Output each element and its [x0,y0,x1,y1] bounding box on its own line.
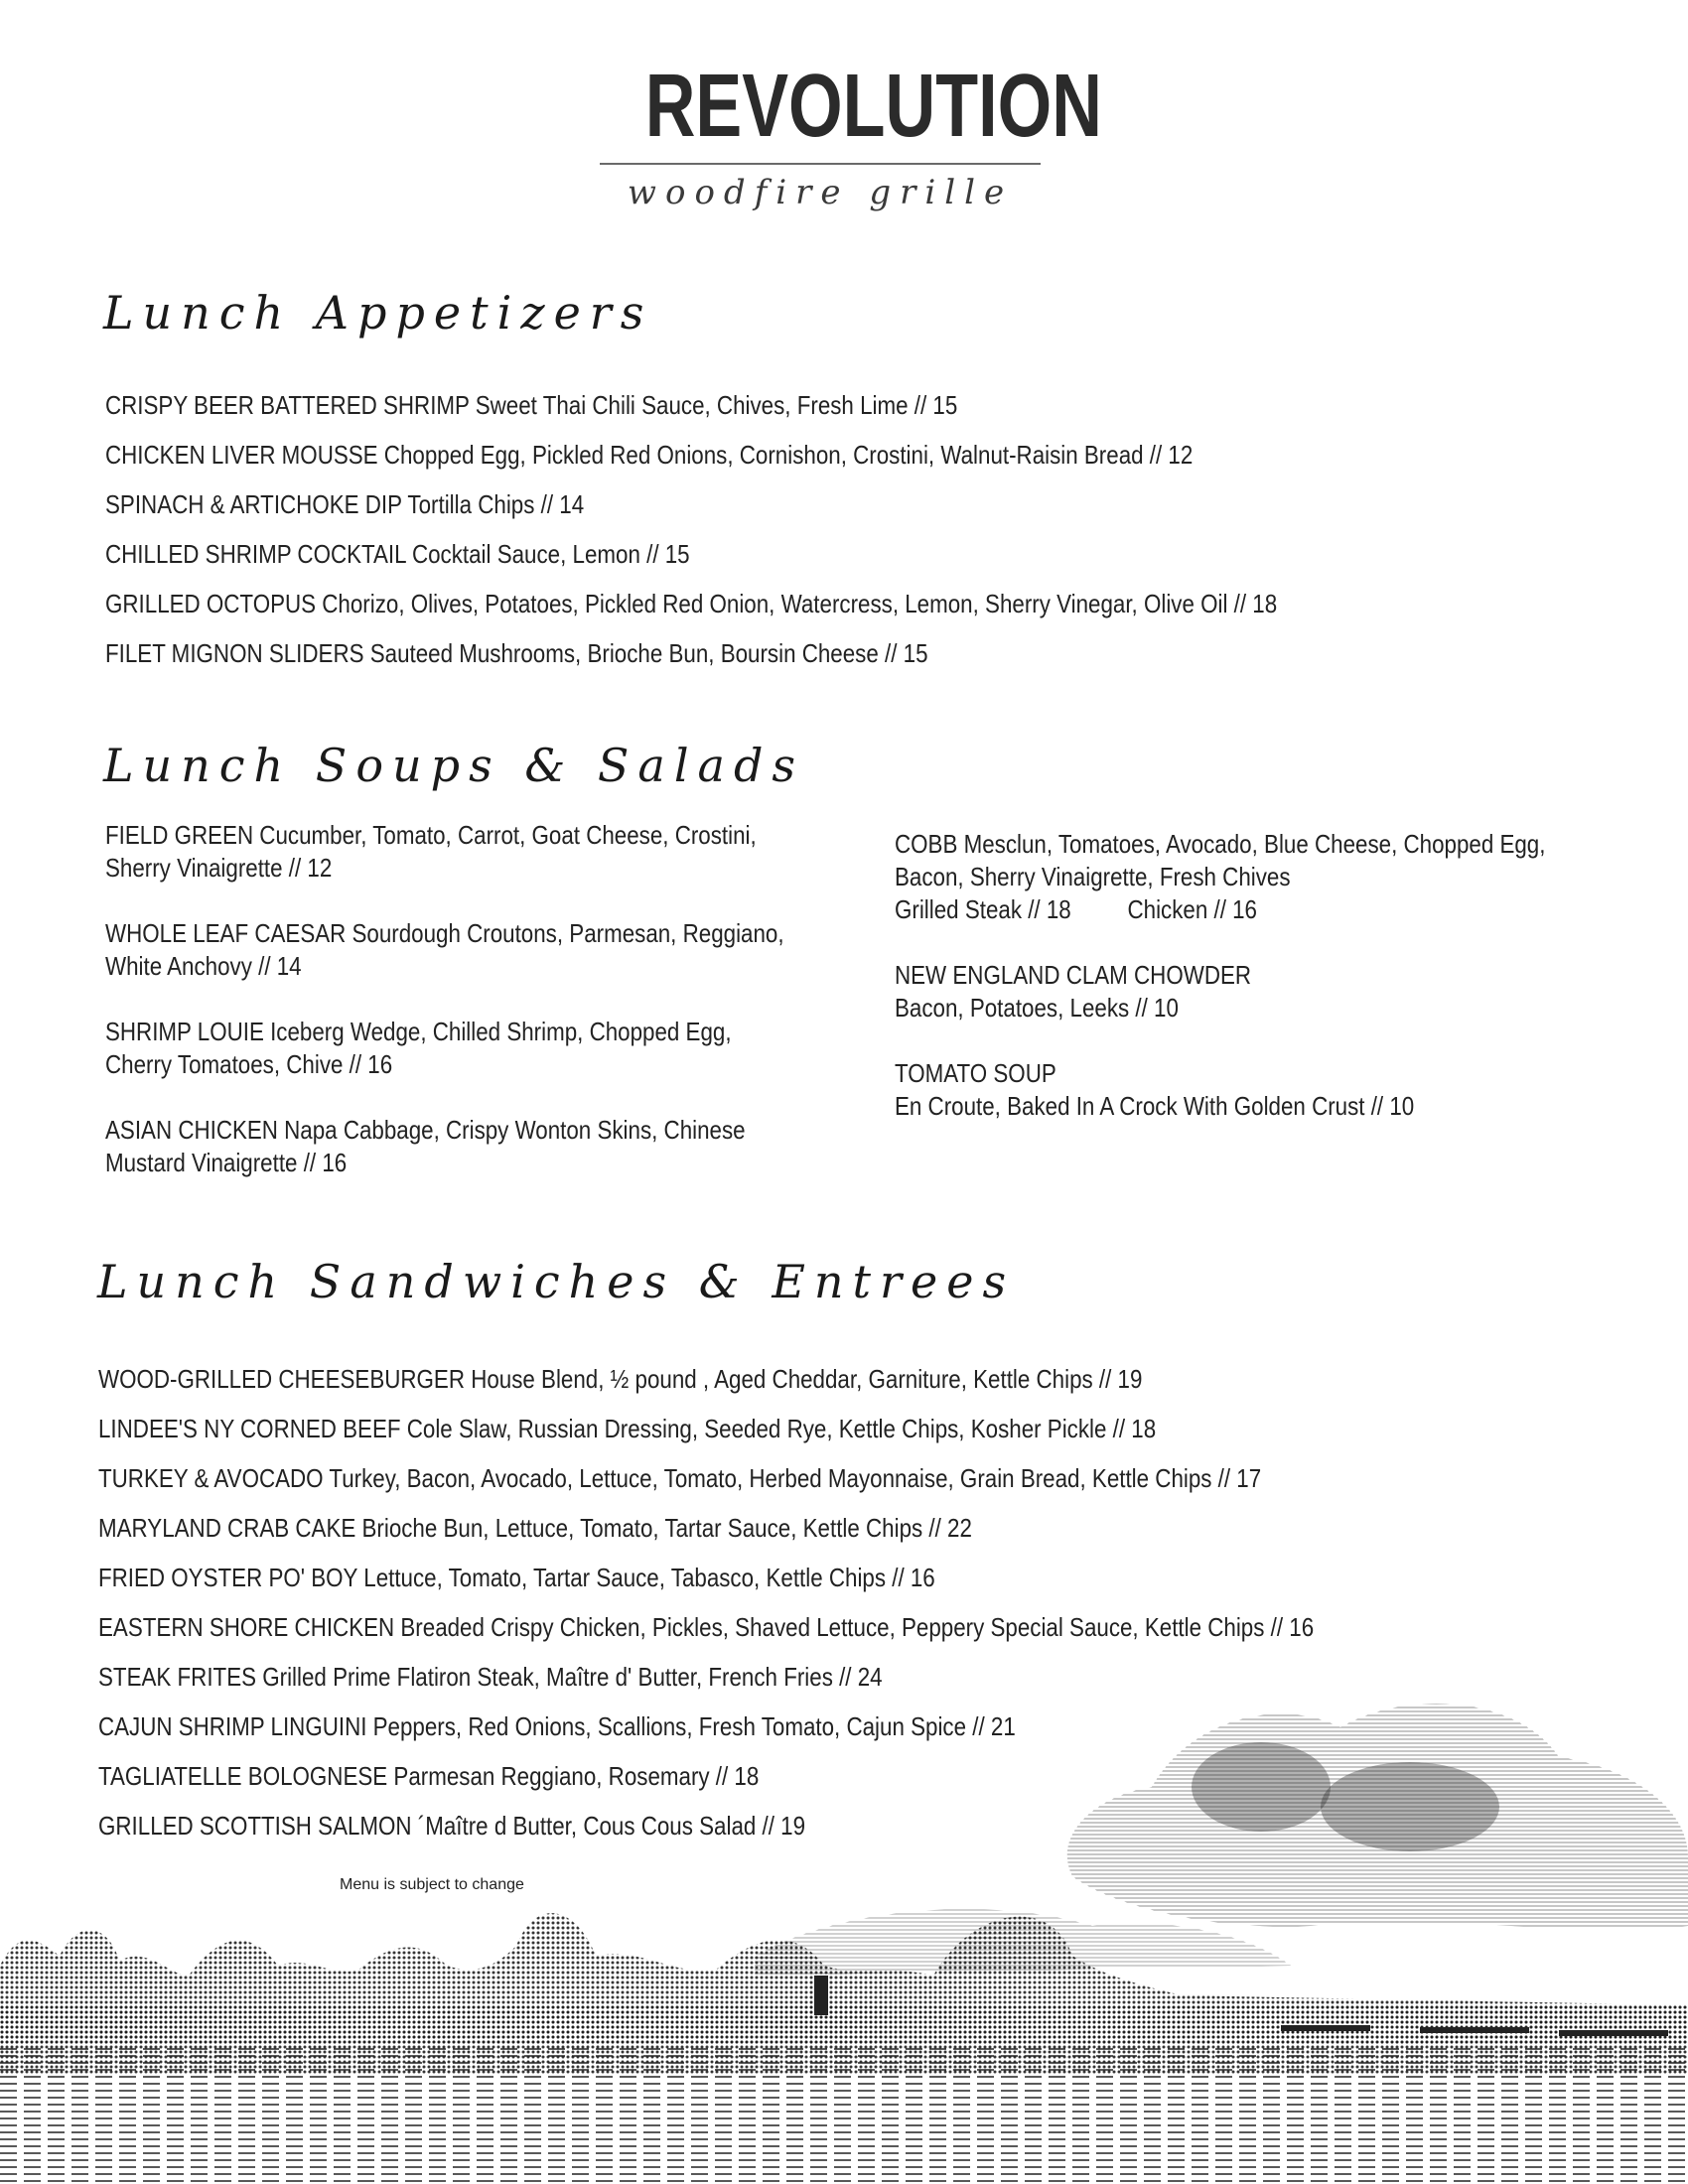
menu-item: CHILLED SHRIMP COCKTAIL Cocktail Sauce, Lemon // 15 [105,539,690,569]
menu-item-line: Cherry Tomatoes, Chive // 16 [105,1049,393,1079]
menu-item: EASTERN SHORE CHICKEN Breaded Crispy Chicken, Pickles, Shaved Lettuce, Peppery Special Sauce, Kettle Chips // 16 [98,1612,1315,1642]
menu-item: SPINACH & ARTICHOKE DIP Tortilla Chips // 14 [105,489,585,519]
menu-item: TURKEY & AVOCADO Turkey, Bacon, Avocado, Lettuce, Tomato, Herbed Mayonnaise, Grain Bread, Kettle Chips // 17 [98,1463,1262,1493]
menu-item-line: COBB Mesclun, Tomatoes, Avocado, Blue Cheese, Chopped Egg, [895,829,1546,859]
menu-item: FRIED OYSTER PO' BOY Lettuce, Tomato, Tartar Sauce, Tabasco, Kettle Chips // 16 [98,1563,935,1592]
menu-item-cobb [895,828,1649,926]
menu-item-line: Bacon, Sherry Vinaigrette, Fresh Chives [895,862,1291,891]
brand-name: REVOLUTION [644,57,1102,156]
menu-item-line: Mustard Vinaigrette // 16 [105,1148,348,1177]
menu-item: MARYLAND CRAB CAKE Brioche Bun, Lettuce, Tomato, Tartar Sauce, Kettle Chips // 22 [98,1513,972,1543]
cobb-option-chicken: Chicken // 16 [1127,894,1257,924]
menu-item: TAGLIATELLE BOLOGNESE Parmesan Reggiano, Rosemary // 18 [98,1761,760,1791]
menu-item-chowder [895,959,1649,1024]
menu-item-line: NEW ENGLAND CLAM CHOWDER [895,960,1252,990]
menu-item: STEAK FRITES Grilled Prime Flatiron Steak, Maître d' Butter, French Fries // 24 [98,1662,883,1692]
menu-item-line: Sherry Vinaigrette // 12 [105,853,333,883]
cobb-option-steak: Grilled Steak // 18 [895,894,1071,924]
soups-salads-left-column [105,819,800,1212]
sandwiches-title: Lunch Sandwiches & Entrees [97,1255,1016,1308]
menu-item-line: SHRIMP LOUIE Iceberg Wedge, Chilled Shrimp, Chopped Egg, [105,1017,732,1046]
menu-item: GRILLED SCOTTISH SALMON ´Maître d Butter, Cous Cous Salad // 19 [98,1811,806,1841]
soups-salads-right-column [895,828,1649,1156]
menu-item: CRISPY BEER BATTERED SHRIMP Sweet Thai Chili Sauce, Chives, Fresh Lime // 15 [105,390,958,420]
menu-item: FILET MIGNON SLIDERS Sauteed Mushrooms, Brioche Bun, Boursin Cheese // 15 [105,638,928,668]
brand-header [596,57,1102,212]
menu-item: CHICKEN LIVER MOUSSE Chopped Egg, Pickled Red Onions, Cornishon, Crostini, Walnut-Raisin Bread // 12 [105,440,1194,470]
cobb-options [895,893,1544,926]
menu-item-line: White Anchovy // 14 [105,951,302,981]
menu-item-line: WHOLE LEAF CAESAR Sourdough Croutons, Parmesan, Reggiano, [105,918,784,948]
menu-item: LINDEE'S NY CORNED BEEF Cole Slaw, Russian Dressing, Seeded Rye, Kettle Chips, Kosher Pickle // 18 [98,1414,1157,1443]
menu-item-line: TOMATO SOUP [895,1058,1056,1088]
menu-item [105,819,800,885]
menu-item: GRILLED OCTOPUS Chorizo, Olives, Potatoes, Pickled Red Onion, Watercress, Lemon, Sherry Vinegar, Olive Oil // 18 [105,589,1278,618]
menu-item-line: En Croute, Baked In A Crock With Golden Crust // 10 [895,1091,1415,1121]
brand-tagline: woodfire grille [627,173,1014,212]
menu-item [105,1114,800,1179]
menu-disclaimer: Menu is subject to change [340,1876,524,1893]
menu-item: CAJUN SHRIMP LINGUINI Peppers, Red Onions, Scallions, Fresh Tomato, Cajun Spice // 21 [98,1711,1016,1741]
soups-salads-title: Lunch Soups & Salads [103,739,805,792]
menu-item: WOOD-GRILLED CHEESEBURGER House Blend, ½ pound , Aged Cheddar, Garniture, Kettle Chips // 19 [98,1364,1143,1394]
menu-item-tomato-soup [895,1057,1649,1123]
menu-item-line: Bacon, Potatoes, Leeks // 10 [895,993,1179,1023]
menu-item-line: ASIAN CHICKEN Napa Cabbage, Crispy Wonton Skins, Chinese [105,1115,746,1145]
appetizers-title: Lunch Appetizers [103,286,653,340]
appetizers-list [105,380,1468,678]
menu-item-line: FIELD GREEN Cucumber, Tomato, Carrot, Goat Cheese, Crostini, [105,820,757,850]
landscape-illustration [0,1678,1688,2184]
menu-item [105,1016,800,1081]
brand-divider [600,163,1041,165]
menu-item [105,917,800,983]
